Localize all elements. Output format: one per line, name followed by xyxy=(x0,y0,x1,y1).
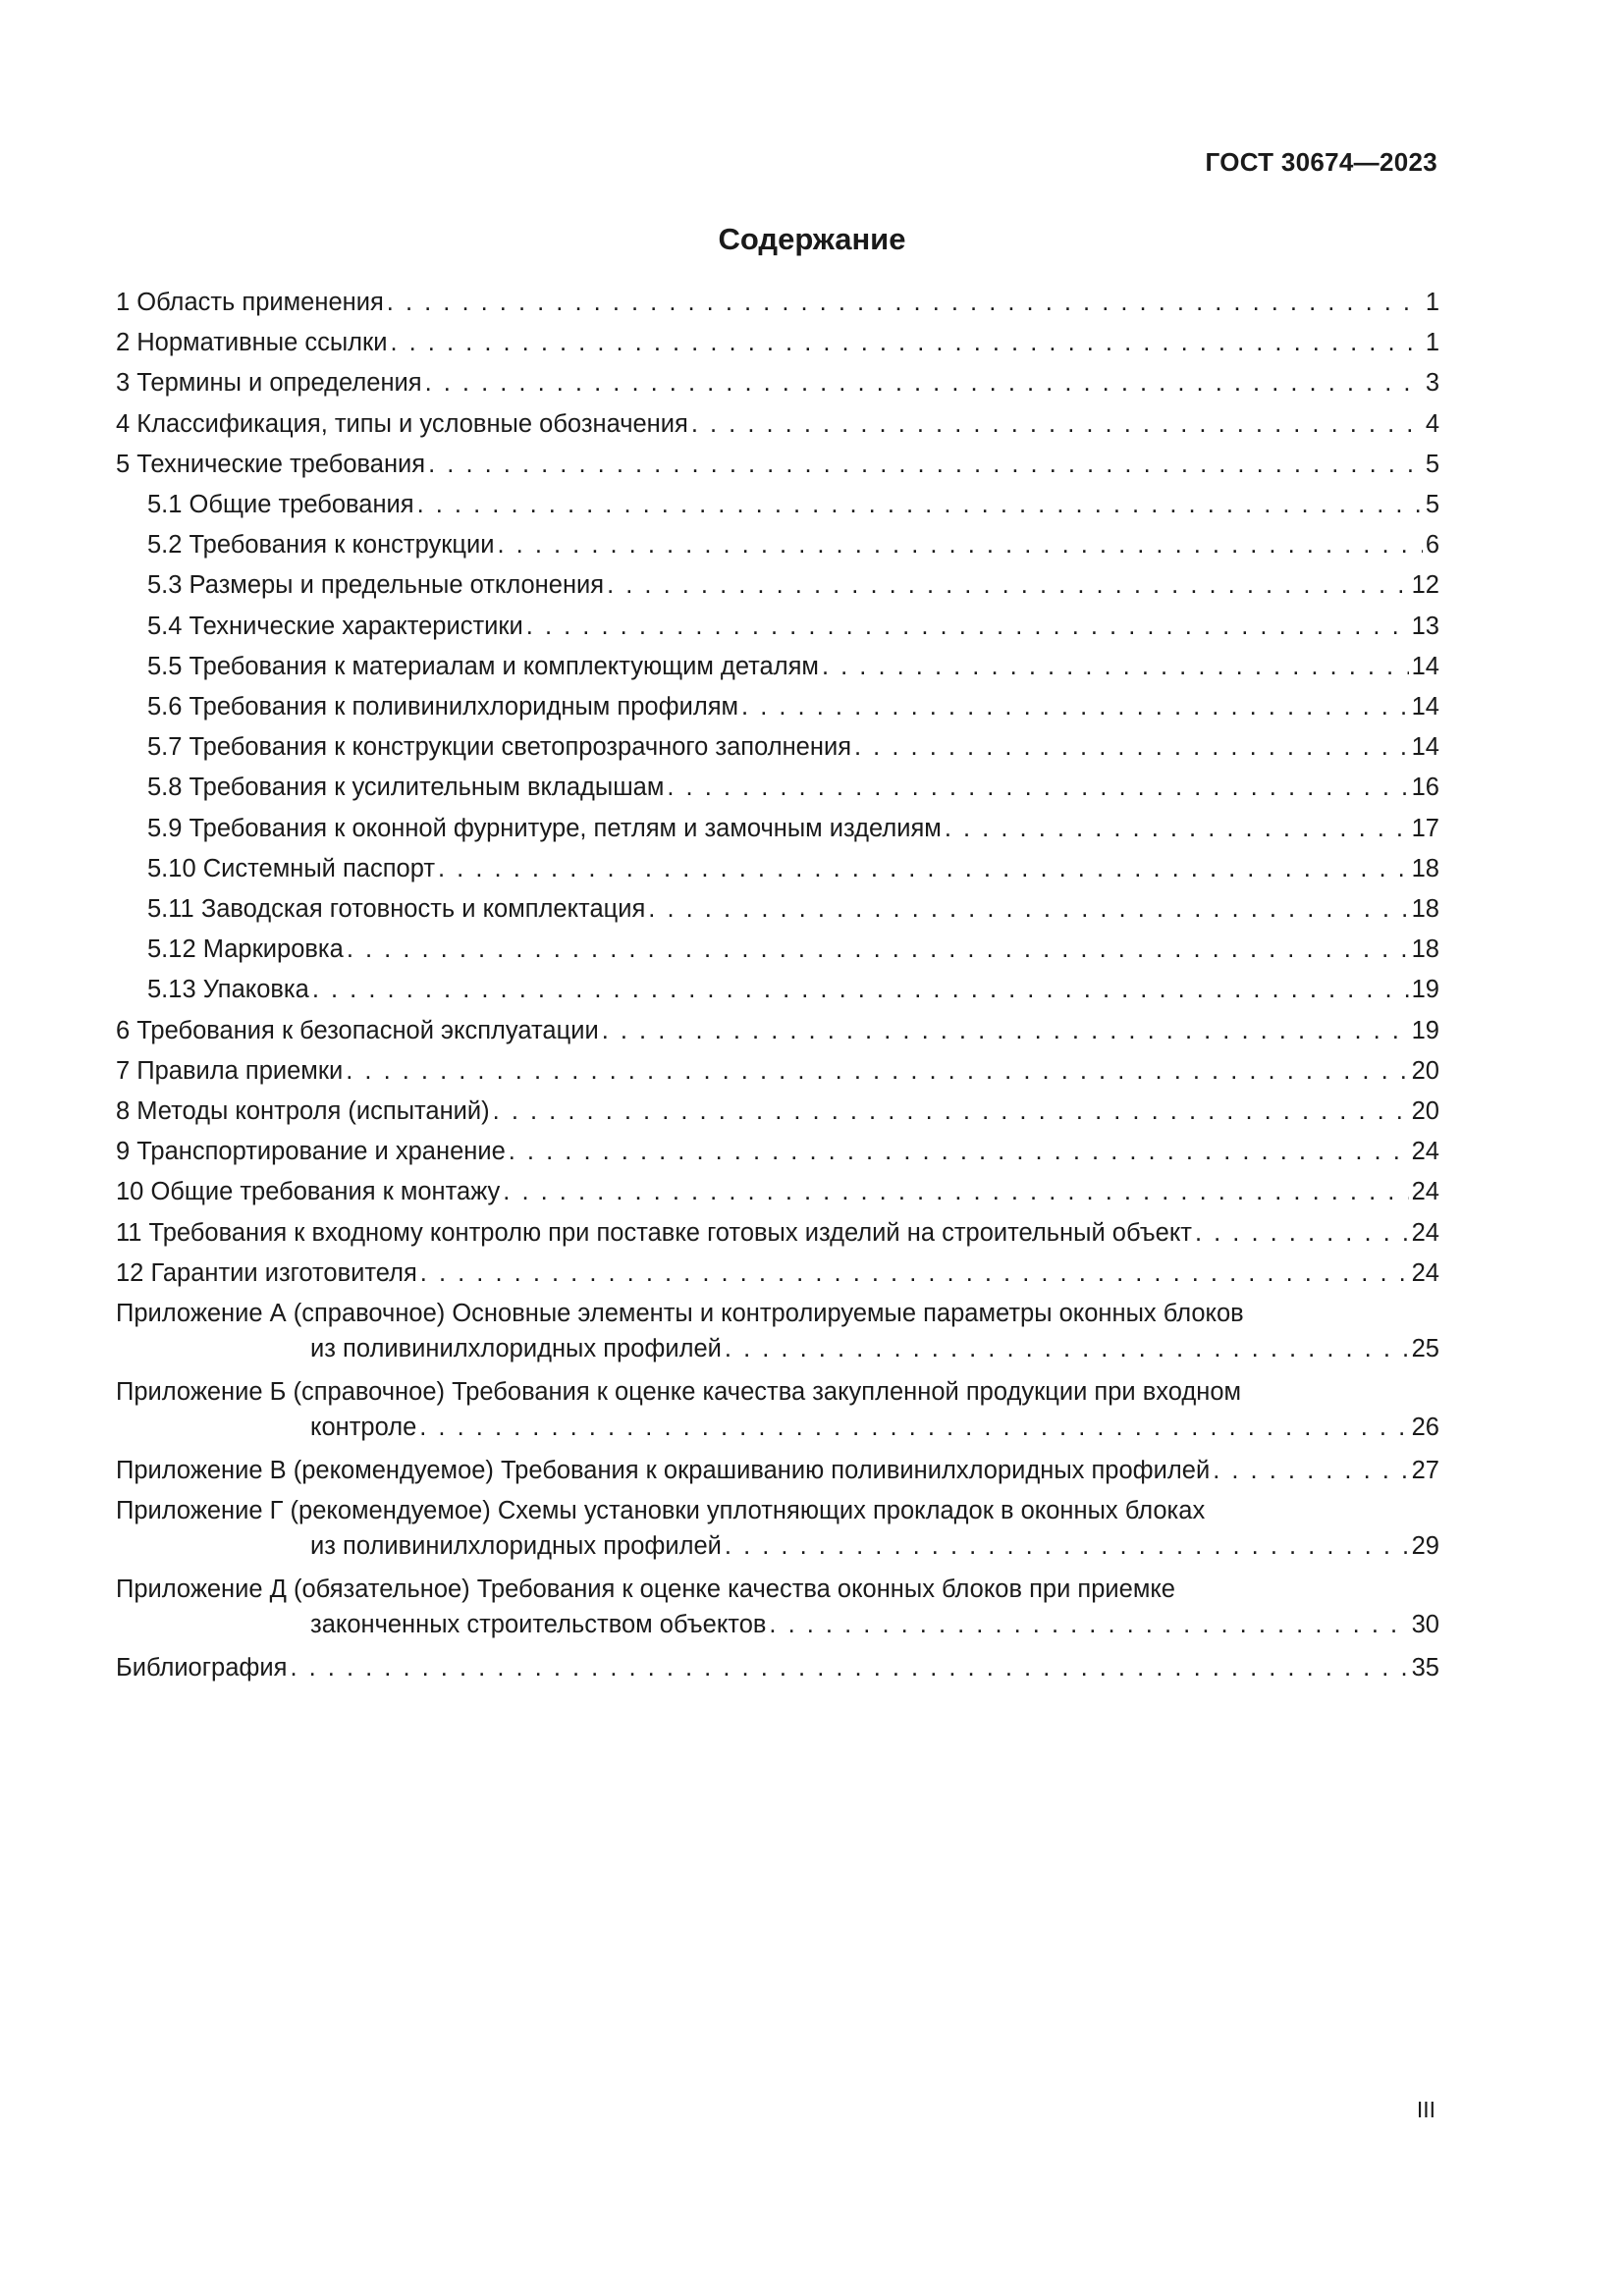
document-code: ГОСТ 30674—2023 xyxy=(1205,147,1437,177)
toc-entry[interactable] xyxy=(116,404,1439,445)
toc-entry-page: 18 xyxy=(1411,854,1439,882)
toc-entry-title: 4 Классификация, типы и условные обозначения xyxy=(116,409,688,438)
toc-entry[interactable] xyxy=(116,445,1439,485)
dot-leader xyxy=(691,404,1423,445)
toc-entry-page: 6 xyxy=(1425,531,1439,560)
toc-entry-title: 12 Гарантии изготовителя xyxy=(116,1258,417,1287)
toc-entry-page: 24 xyxy=(1411,1258,1439,1287)
toc-subentry[interactable] xyxy=(116,768,1439,808)
toc-appendix-entry[interactable] xyxy=(116,1451,1439,1491)
toc-appendix-continuation xyxy=(116,1607,1439,1642)
toc-entry[interactable] xyxy=(116,363,1439,403)
toc-entry[interactable] xyxy=(116,1051,1439,1092)
toc-appendix-title: Приложение Д (обязательное) Требования к оценке качества оконных блоков при приемке xyxy=(116,1575,1175,1604)
toc-appendix-entry[interactable] xyxy=(116,1294,1439,1372)
toc-subentry[interactable] xyxy=(116,525,1439,565)
toc-entry-page: 18 xyxy=(1411,895,1439,924)
dot-leader xyxy=(493,1092,1409,1132)
toc-entry-title: 5.2 Требования к конструкции xyxy=(147,531,495,560)
toc-appendix-title-cont: из поливинилхлоридных профилей xyxy=(310,1335,722,1363)
dot-leader xyxy=(667,768,1408,808)
toc-appendix-title: Приложение А (справочное) Основные элементы и контролируемые параметры оконных блоков xyxy=(116,1300,1244,1328)
toc-entry-title: Библиография xyxy=(116,1654,288,1682)
table-of-contents xyxy=(116,283,1439,1688)
dot-leader xyxy=(526,607,1409,647)
toc-subentry[interactable] xyxy=(116,970,1439,1010)
dot-leader xyxy=(312,970,1409,1010)
toc-entry-title: 11 Требования к входному контролю при поставке готовых изделий на строительный объект xyxy=(116,1218,1192,1247)
toc-entry-title: 5.4 Технические характеристики xyxy=(147,612,523,640)
toc-entry-page: 14 xyxy=(1411,693,1439,721)
toc-appendix-title-cont: из поливинилхлоридных профилей xyxy=(310,1532,722,1561)
toc-entry-page: 17 xyxy=(1411,814,1439,842)
toc-appendix-entry[interactable] xyxy=(116,1570,1439,1648)
toc-entry-title: 1 Область применения xyxy=(116,289,384,316)
dot-leader xyxy=(347,930,1409,970)
dot-leader xyxy=(725,1528,1409,1564)
dot-leader xyxy=(725,1331,1409,1366)
toc-appendix-continuation xyxy=(116,1331,1439,1366)
toc-entry-page: 29 xyxy=(1411,1532,1439,1561)
toc-subentry[interactable] xyxy=(116,687,1439,727)
toc-entry-page: 18 xyxy=(1411,935,1439,964)
toc-subentry[interactable] xyxy=(116,809,1439,849)
toc-entry-title: 5.8 Требования к усилительным вкладышам xyxy=(147,774,665,802)
dot-leader xyxy=(822,647,1409,687)
toc-bibliography-entry[interactable] xyxy=(116,1648,1439,1688)
toc-entry-page: 19 xyxy=(1411,1016,1439,1044)
toc-entry[interactable] xyxy=(116,1092,1439,1132)
dot-leader xyxy=(602,1011,1409,1051)
toc-entry-page: 13 xyxy=(1411,612,1439,640)
toc-entry-page: 14 xyxy=(1411,733,1439,762)
toc-entry-title: 7 Правила приемки xyxy=(116,1056,344,1085)
toc-subentry[interactable] xyxy=(116,849,1439,889)
toc-entry-title: 5.10 Системный паспорт xyxy=(147,854,436,882)
toc-entry-page: 20 xyxy=(1411,1097,1439,1126)
toc-entry-page: 5 xyxy=(1425,450,1439,478)
toc-entry-page: 20 xyxy=(1411,1056,1439,1085)
toc-entry-title: 5.1 Общие требования xyxy=(147,491,414,519)
toc-entry-page: 1 xyxy=(1425,289,1439,316)
toc-appendix-continuation xyxy=(116,1528,1439,1564)
toc-entry[interactable] xyxy=(116,1011,1439,1051)
toc-subentry[interactable] xyxy=(116,727,1439,768)
toc-entry[interactable] xyxy=(116,1254,1439,1294)
dot-leader xyxy=(428,445,1423,485)
toc-entry-title: 5.13 Упаковка xyxy=(147,976,309,1004)
toc-entry-page: 26 xyxy=(1411,1414,1439,1442)
dot-leader xyxy=(1213,1451,1408,1491)
toc-entry-page: 24 xyxy=(1411,1218,1439,1247)
dot-leader xyxy=(417,485,1423,525)
toc-entry-title: 5.12 Маркировка xyxy=(147,935,344,964)
toc-entry-page: 4 xyxy=(1425,409,1439,438)
toc-entry-title: 3 Термины и определения xyxy=(116,369,422,398)
toc-entry-page: 14 xyxy=(1411,652,1439,680)
dot-leader xyxy=(607,565,1409,606)
toc-subentry[interactable] xyxy=(116,889,1439,930)
toc-appendix-title: Приложение Б (справочное) Требования к оценке качества закупленной продукции при входном xyxy=(116,1378,1242,1407)
toc-entry-title: 8 Методы контроля (испытаний) xyxy=(116,1097,490,1126)
toc-subentry[interactable] xyxy=(116,485,1439,525)
toc-entry-page: 24 xyxy=(1411,1178,1439,1206)
toc-entry-page: 12 xyxy=(1411,571,1439,600)
dot-leader xyxy=(290,1648,1408,1688)
dot-leader xyxy=(497,525,1422,565)
dot-leader xyxy=(438,849,1409,889)
toc-entry[interactable] xyxy=(116,1213,1439,1254)
toc-heading: Содержание xyxy=(718,222,906,256)
toc-entry-page: 5 xyxy=(1425,491,1439,519)
toc-entry-page: 16 xyxy=(1411,774,1439,802)
toc-appendix-title-cont: контроле xyxy=(310,1414,417,1442)
toc-subentry[interactable] xyxy=(116,607,1439,647)
toc-appendix-entry[interactable] xyxy=(116,1372,1439,1451)
toc-entry-page: 24 xyxy=(1411,1138,1439,1166)
dot-leader xyxy=(425,363,1423,403)
toc-entry-title: 2 Нормативные ссылки xyxy=(116,329,388,357)
toc-entry-title: 5.6 Требования к поливинилхлоридным профилям xyxy=(147,693,739,721)
toc-entry[interactable] xyxy=(116,1172,1439,1212)
dot-leader xyxy=(945,809,1409,849)
toc-entry-page: 35 xyxy=(1411,1654,1439,1682)
toc-entry-title: 5.3 Размеры и предельные отклонения xyxy=(147,571,605,600)
toc-entry-page: 25 xyxy=(1411,1335,1439,1363)
toc-appendix-continuation xyxy=(116,1410,1439,1445)
toc-entry-title: 5.5 Требования к материалам и комплектующим деталям xyxy=(147,652,819,680)
dot-leader xyxy=(1195,1213,1409,1254)
dot-leader xyxy=(769,1607,1408,1642)
toc-entry-page: 19 xyxy=(1411,976,1439,1004)
toc-appendix-title: Приложение В (рекомендуемое) Требования к окрашиванию поливинилхлоридных профилей xyxy=(116,1457,1211,1485)
page-number: III xyxy=(1416,2097,1435,2122)
toc-entry[interactable] xyxy=(116,283,1439,323)
toc-entry-title: 10 Общие требования к монтажу xyxy=(116,1178,501,1206)
toc-entry-title: 5 Технические требования xyxy=(116,450,426,478)
dot-leader xyxy=(387,283,1423,323)
dot-leader xyxy=(503,1172,1408,1212)
dot-leader xyxy=(420,1254,1409,1294)
toc-entry-title: 9 Транспортирование и хранение xyxy=(116,1138,506,1166)
toc-entry-title: 5.7 Требования к конструкции светопрозрачного заполнения xyxy=(147,733,852,762)
toc-entry-title: 6 Требования к безопасной эксплуатации xyxy=(116,1016,599,1044)
toc-entry-page: 3 xyxy=(1425,369,1439,398)
toc-subentry[interactable] xyxy=(116,930,1439,970)
dot-leader xyxy=(390,323,1422,363)
dot-leader xyxy=(854,727,1409,768)
toc-entry[interactable] xyxy=(116,323,1439,363)
toc-entry-title: 5.11 Заводская готовность и комплектация xyxy=(147,895,646,924)
toc-entry-page: 30 xyxy=(1411,1611,1439,1639)
toc-subentry[interactable] xyxy=(116,565,1439,606)
dot-leader xyxy=(509,1132,1409,1172)
toc-entry-page: 1 xyxy=(1425,329,1439,357)
toc-subentry[interactable] xyxy=(116,647,1439,687)
dot-leader xyxy=(741,687,1409,727)
toc-appendix-title-cont: законченных строительством объектов xyxy=(310,1611,767,1639)
dot-leader xyxy=(346,1051,1408,1092)
toc-entry[interactable] xyxy=(116,1132,1439,1172)
toc-entry-title: 5.9 Требования к оконной фурнитуре, петлям и замочным изделиям xyxy=(147,814,942,842)
dot-leader xyxy=(648,889,1408,930)
toc-appendix-entry[interactable] xyxy=(116,1491,1439,1570)
toc-appendix-title: Приложение Г (рекомендуемое) Схемы установки уплотняющих прокладок в оконных блоках xyxy=(116,1497,1206,1525)
dot-leader xyxy=(419,1410,1408,1445)
toc-entry-page: 27 xyxy=(1411,1457,1439,1485)
